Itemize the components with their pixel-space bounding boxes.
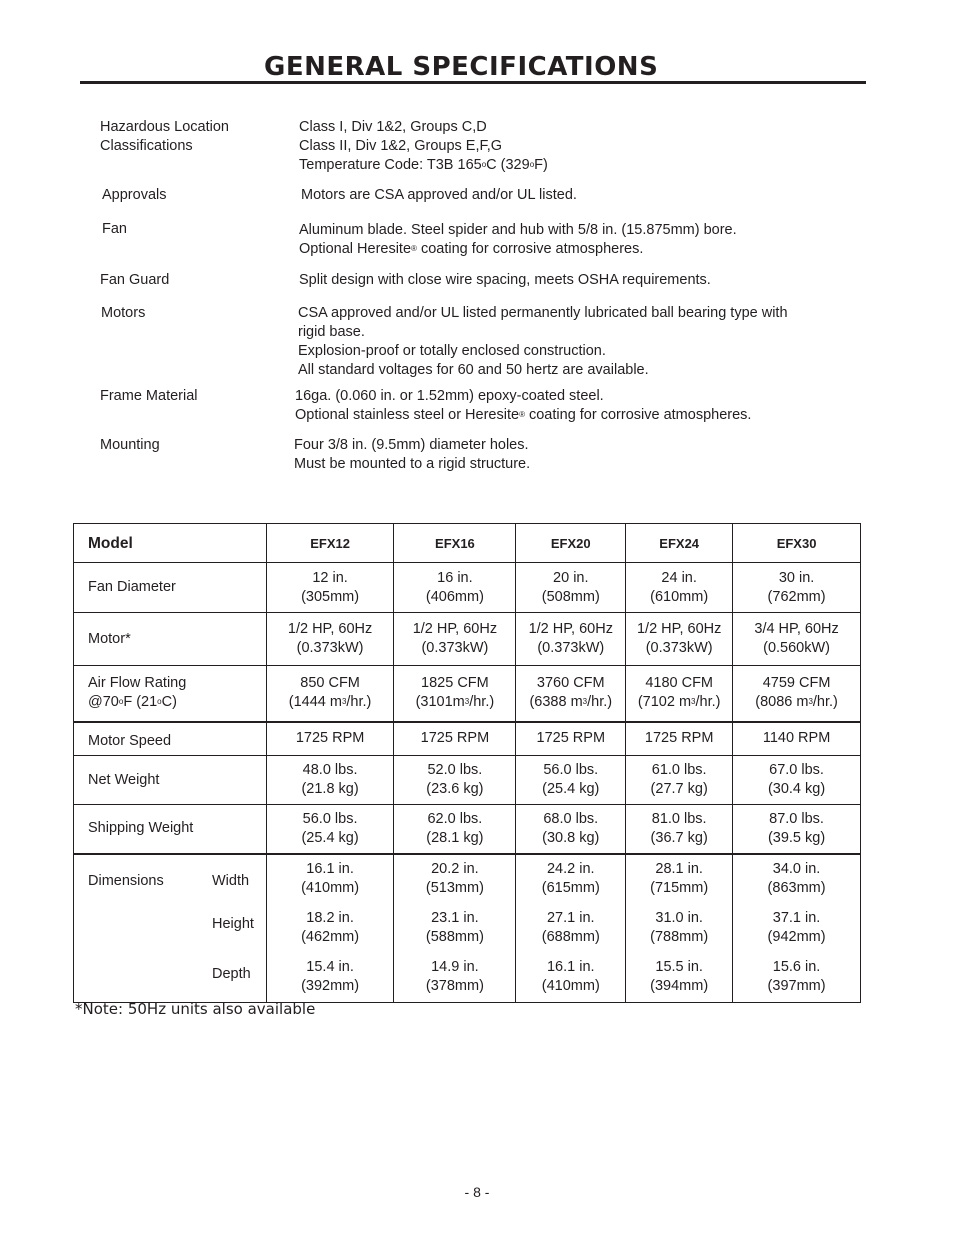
model-column-header: EFX12: [266, 524, 394, 563]
spec-label-fan: [102, 220, 127, 239]
table-cell: 1725 RPM: [266, 722, 394, 756]
table-cell: 1/2 HP, 60Hz (0.373kW): [626, 613, 733, 666]
table-cell: 3760 CFM (6388 $m^3/hr$.): [516, 666, 626, 722]
table-cell: 1825 CFM $(3101m^3/hr.)$: [394, 666, 516, 722]
table-cell: 67.0 lbs. (30.4 kg): [733, 756, 861, 805]
table-cell: 1725 RPM: [516, 722, 626, 756]
table-cell: 30 in. (762mm): [733, 563, 861, 613]
spec-value-line: CSA approved and/or UL listed permanently lubricated ball bearing type with: [298, 305, 788, 321]
spec-label-line: Mounting: [100, 437, 160, 453]
table-cell: 48.0 lbs. (21.8 kg): [266, 756, 394, 805]
table-cell: 56.0 lbs. (25.4 kg): [516, 756, 626, 805]
footnote: *Note: 50Hz units also available: [75, 1000, 316, 1018]
table-cell: 87.0 lbs. (39.5 kg): [733, 805, 861, 854]
table-cell: 28.1 in. (715mm) 31.0 in. (788mm) 15.5 in. (394mm): [626, 854, 733, 1003]
table-cell: 850 CFM (1444 $m^3/hr$.): [266, 666, 394, 722]
spec-label-line: Frame Material: [100, 388, 198, 404]
table-cell: 12 in. (305mm): [266, 563, 394, 613]
spec-value-approvals: [301, 186, 577, 205]
table-cell: 62.0 lbs. (28.1 kg): [394, 805, 516, 854]
table-cell: 3/4 HP, 60Hz (0.560kW): [733, 613, 861, 666]
model-column-header: EFX16: [394, 524, 516, 563]
temperature-code: Temperature Code: T3B 165$^o$C (329$^o$F): [299, 157, 548, 173]
table-row-net-weight: [74, 756, 861, 805]
table-cell: 24 in. (610mm): [626, 563, 733, 613]
spec-value-fan-guard: [299, 271, 711, 290]
table-cell: 1140 RPM: [733, 722, 861, 756]
spec-value-frame-material: [295, 387, 751, 425]
table-cell: 56.0 lbs. (25.4 kg): [266, 805, 394, 854]
table-cell: 4759 CFM (8086 $m^3/hr$.): [733, 666, 861, 722]
spec-value-line: Optional Heresite® coating for corrosive atmospheres.: [299, 241, 644, 257]
title-bar: [80, 50, 866, 84]
spec-label-line: Approvals: [102, 187, 167, 203]
table-cell: 52.0 lbs. (23.6 kg): [394, 756, 516, 805]
spec-value-line: rigid base.: [298, 324, 365, 340]
spec-value-line: Motors are CSA approved and/or UL listed.: [301, 187, 577, 203]
spec-label-frame-material: [100, 387, 198, 406]
spec-label-line: Hazardous Location: [100, 119, 229, 135]
table-row-motor-speed: [74, 722, 861, 756]
table-cell: 68.0 lbs. (30.8 kg): [516, 805, 626, 854]
table-cell: 16 in. (406mm): [394, 563, 516, 613]
row-label: Motor*: [74, 613, 267, 666]
table-cell: 4180 CFM (7102 $m^3/hr$.): [626, 666, 733, 722]
model-column-header: EFX20: [516, 524, 626, 563]
table-cell: 1/2 HP, 60Hz (0.373kW): [516, 613, 626, 666]
spec-value-line: Aluminum blade. Steel spider and hub with 5/8 in. (15.875mm) bore.: [299, 222, 737, 238]
height-label: Height: [212, 915, 254, 932]
row-label: Net Weight: [74, 756, 267, 805]
table-row-fan-diameter: [74, 563, 861, 613]
specifications-table: [73, 523, 861, 1003]
table-row-air-flow: [74, 666, 861, 722]
spec-label-fan-guard: [100, 271, 169, 290]
row-label: Fan Diameter: [74, 563, 267, 613]
width-label: Width: [212, 872, 250, 889]
page-number: - 8 -: [464, 1184, 490, 1200]
depth-label: Depth: [212, 965, 251, 982]
row-label: Motor Speed: [74, 722, 267, 756]
spec-value-mounting: [294, 436, 530, 474]
table-cell: 24.2 in. (615mm) 27.1 in. (688mm) 16.1 in. (410mm): [516, 854, 626, 1003]
spec-label-hazardous: [100, 118, 229, 156]
spec-label-approvals: [102, 186, 166, 205]
table-cell: 1/2 HP, 60Hz (0.373kW): [266, 613, 394, 666]
table-cell: 61.0 lbs. (27.7 kg): [626, 756, 733, 805]
model-header: Model: [74, 524, 267, 563]
page-title: GENERAL SPECIFICATIONS: [264, 52, 659, 82]
table-cell: 20 in. (508mm): [516, 563, 626, 613]
table-header-row: [74, 524, 861, 563]
table-cell: 20.2 in. (513mm) 23.1 in. (588mm) 14.9 in. (378mm): [394, 854, 516, 1003]
spec-value-line: Optional stainless steel or Heresite® coating for corrosive atmospheres.: [295, 407, 752, 423]
spec-label-line: Fan Guard: [100, 272, 170, 288]
spec-value-line: 16ga. (0.060 in. or 1.52mm) epoxy-coated steel.: [295, 388, 604, 404]
table-cell: 34.0 in. (863mm) 37.1 in. (942mm) 15.6 in. (397mm): [733, 854, 861, 1003]
model-column-header: EFX30: [733, 524, 861, 563]
spec-value-fan: [299, 221, 737, 259]
spec-value-line: Four 3/8 in. (9.5mm) diameter holes.: [294, 437, 529, 453]
spec-label-line: Motors: [101, 305, 146, 321]
row-label: Air Flow Rating @70$^o$F (21$^o$C): [74, 666, 267, 722]
spec-value-line: Split design with close wire spacing, meets OSHA requirements.: [299, 272, 711, 288]
spec-label-line: Classifications: [100, 138, 193, 154]
spec-label-line: Fan: [102, 221, 127, 237]
spec-value-line: Explosion-proof or totally enclosed construction.: [298, 343, 606, 359]
spec-value-line: All standard voltages for 60 and 50 hertz are available.: [298, 362, 649, 378]
spec-label-mounting: [100, 436, 160, 455]
table-cell: 1725 RPM: [394, 722, 516, 756]
table-cell: 81.0 lbs. (36.7 kg): [626, 805, 733, 854]
table-row-dimensions: [74, 854, 861, 1003]
spec-value-line: Class II, Div 1&2, Groups E,F,G: [299, 138, 503, 154]
spec-value-line: Class I, Div 1&2, Groups C,D: [299, 119, 487, 135]
spec-value-hazardous: [299, 118, 548, 175]
table-row-shipping-weight: [74, 805, 861, 854]
spec-value-motors: [298, 304, 788, 380]
table-cell: 1/2 HP, 60Hz (0.373kW): [394, 613, 516, 666]
row-label: Shipping Weight: [74, 805, 267, 854]
row-label: [74, 854, 267, 1003]
model-column-header: EFX24: [626, 524, 733, 563]
dimensions-label: Dimensions: [88, 872, 164, 889]
spec-value-line: Must be mounted to a rigid structure.: [294, 456, 531, 472]
table-row-motor: [74, 613, 861, 666]
spec-label-motors: [101, 304, 145, 323]
table-cell: 16.1 in. (410mm) 18.2 in. (462mm) 15.4 in. (392mm): [266, 854, 394, 1003]
table-cell: 1725 RPM: [626, 722, 733, 756]
